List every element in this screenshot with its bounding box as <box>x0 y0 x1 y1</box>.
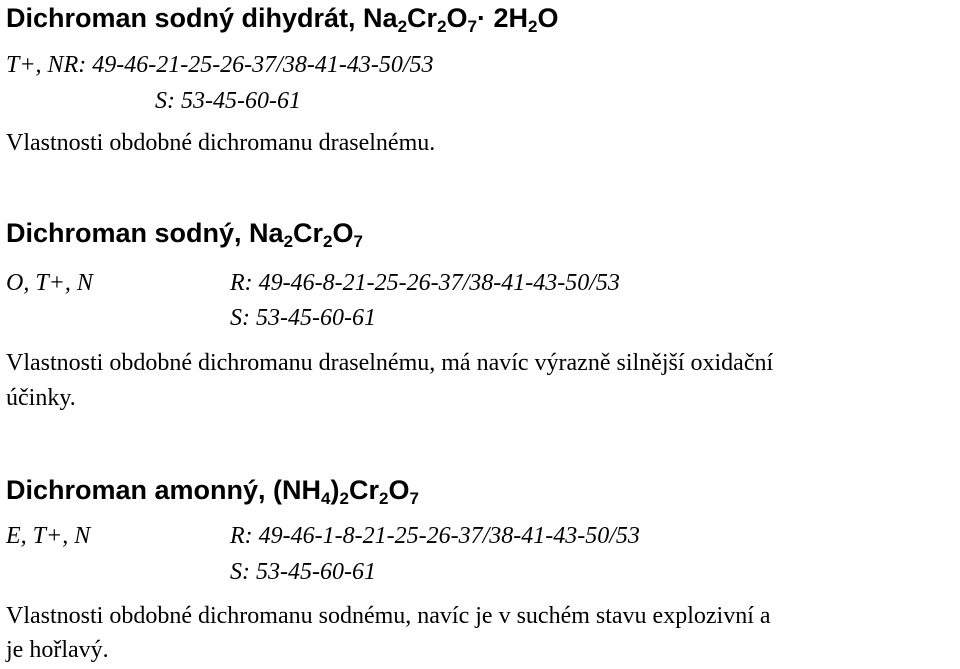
section-3-title: Dichroman amonný, $(NH_4)_2Cr_2O_7$ <box>6 475 419 508</box>
section-3-properties-line-2: je hořlavý. <box>6 637 109 663</box>
section-1-title: Dichroman sodný dihydrát, $Na_2Cr_2O_7\cdot 2H_2O$ <box>6 3 559 36</box>
section-1-r-phrases: R: 49-46-21-25-26-37/38-41-43-50/53 <box>63 52 434 78</box>
section-1-hazard-symbols: T+, N <box>6 52 64 78</box>
section-1-s-phrases: S: 53-45-60-61 <box>155 88 301 114</box>
section-2-s-phrases: S: 53-45-60-61 <box>230 305 376 331</box>
section-3-r-phrases: R: 49-46-1-8-21-25-26-37/38-41-43-50/53 <box>230 523 640 549</box>
section-3-properties-line-1: Vlastnosti obdobné dichromanu sodnému, navíc je v suchém stavu explozivní a <box>6 603 771 629</box>
section-1-hazard-row <box>6 50 434 80</box>
section-1-properties: Vlastnosti obdobné dichromanu draselnému. <box>6 130 436 156</box>
section-2-title: Dichroman sodný, $Na_2Cr_2O_7$ <box>6 218 363 251</box>
section-3-s-phrases: S: 53-45-60-61 <box>230 559 376 585</box>
section-3-hazard-symbols: E, T+, N <box>6 523 91 549</box>
section-2-hazard-symbols: O, T+, N <box>6 270 93 296</box>
section-2-properties-line-1: Vlastnosti obdobné dichromanu draselnému, má navíc výrazně silnější oxidační <box>6 350 774 376</box>
section-2-r-phrases: R: 49-46-8-21-25-26-37/38-41-43-50/53 <box>230 270 620 296</box>
section-2-properties-line-2: účinky. <box>6 385 76 411</box>
